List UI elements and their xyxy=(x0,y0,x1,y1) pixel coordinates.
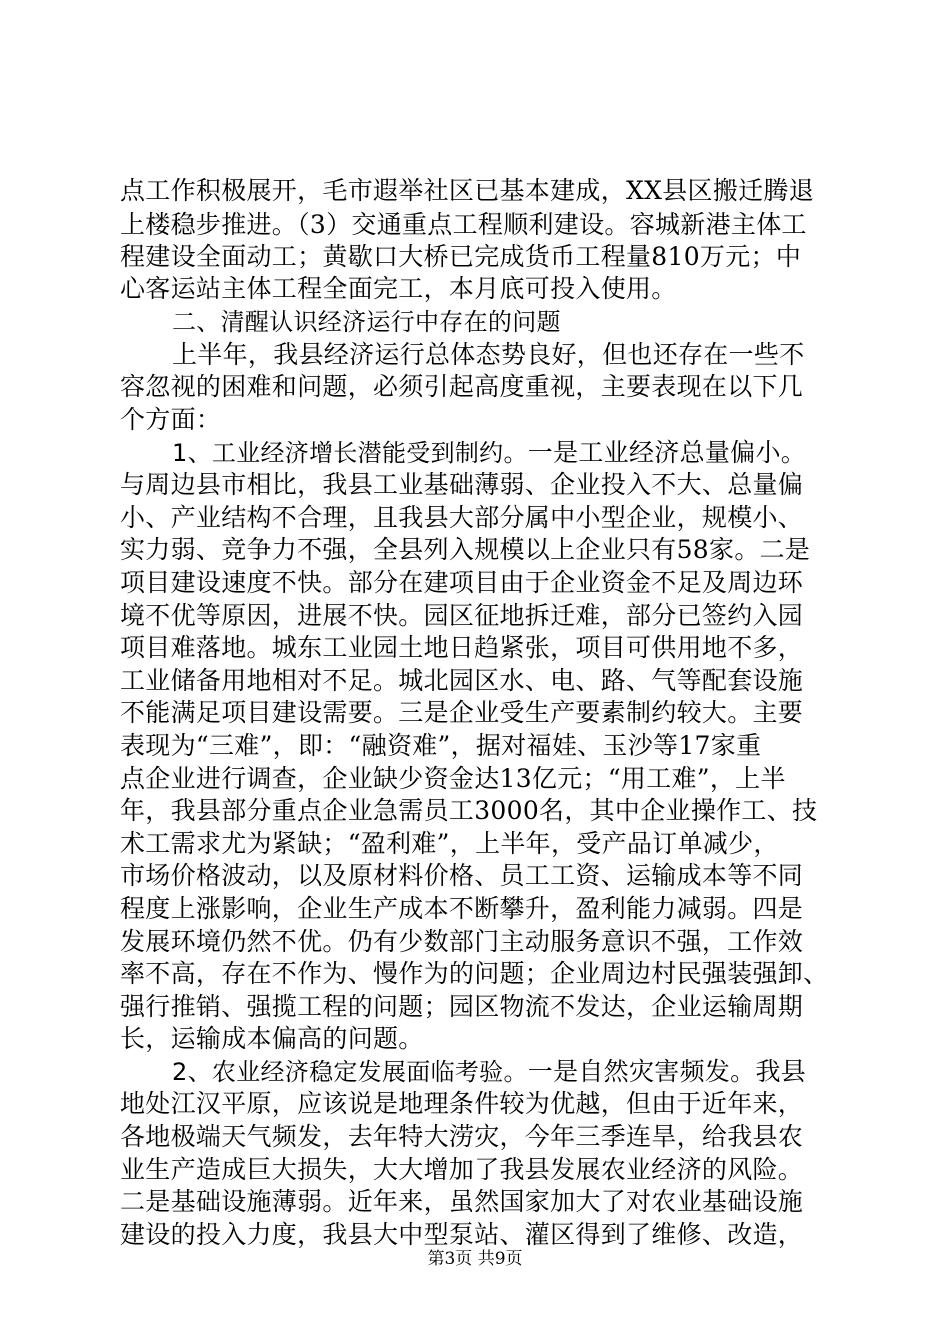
body-line: 工业储备用地相对不足。城北园区水、电、路、气等配套设施 xyxy=(120,666,804,695)
paragraph-first-line xyxy=(172,1056,832,1088)
body-line: 项目建设速度不快。部分在建项目由于企业资金不足及周边环 xyxy=(120,568,804,597)
body-line: 地处江汉平原，应该说是地理条件较为优越，但由于近年来， xyxy=(120,1089,804,1118)
paragraph-first-line: 上半年，我县经济运行总体态势良好，但也还存在一些不 xyxy=(172,340,805,369)
body-line: 小、产业结构不合理，且我县大部分属中小型企业，规模小、 xyxy=(120,503,804,532)
body-line: 项目难落地。城东工业园土地日趋紧张，项目可供用地不多， xyxy=(120,633,804,662)
body-line: 与周边县市相比，我县工业基础薄弱、企业投入不大、总量偏 xyxy=(120,470,804,499)
body-line: 市场价格波动，以及原材料价格、员工工资、运输成本等不同 xyxy=(120,861,804,890)
body-line: 个方面： xyxy=(120,405,222,434)
body-text: 一是自然灾害频发。我县 xyxy=(527,1057,807,1086)
page-footer: 第3页 共9页 xyxy=(427,1249,523,1269)
body-line: 率不高，存在不作为、慢作为的问题；企业周边村民强装强卸、 xyxy=(120,959,829,988)
subsection-title: 2、农业经济稳定发展面临考验。 xyxy=(172,1058,528,1086)
section-heading: 二、清醒认识经济运行中存在的问题 xyxy=(172,308,561,336)
body-line: 点工作积极展开，毛市遐举社区已基本建成，XX县区搬迁腾退 xyxy=(120,176,814,205)
body-line: 境不优等原因，进展不快。园区征地拆迁难，部分已签约入园 xyxy=(120,601,804,630)
body-line: 术工需求尤为紧缺；“盈利难”，上半年，受产品订单减少， xyxy=(120,829,779,858)
body-line: 建设的投入力度，我县大中型泵站、灌区得到了维修、改造， xyxy=(120,1220,804,1249)
body-line: 年，我县部分重点企业急需员工3000名，其中企业操作工、技 xyxy=(120,796,818,825)
body-line: 表现为“三难”，即：“融资难”，据对福娃、玉沙等17家重 xyxy=(120,731,762,760)
body-line: 容忽视的困难和问题，必须引起高度重视，主要表现在以下几 xyxy=(120,372,804,401)
body-line: 实力弱、竞争力不强，全县列入规模以上企业只有58家。二是 xyxy=(120,535,811,564)
body-line: 长，运输成本偏高的问题。 xyxy=(120,1024,424,1053)
subsection-title: 1、工业经济增长潜能受到制约。 xyxy=(172,439,528,467)
body-line: 点企业进行调查，企业缺少资金达13亿元；“用工难”，上半 xyxy=(120,764,786,793)
body-text: 一是工业经济总量偏小。 xyxy=(527,438,807,467)
body-line: 各地极端天气频发，去年特大涝灾，今年三季连旱，给我县农 xyxy=(120,1122,804,1151)
body-line: 发展环境仍然不优。仍有少数部门主动服务意识不强，工作效 xyxy=(120,927,804,956)
body-line: 程建设全面动工；黄歇口大桥已完成货币工程量810万元；中 xyxy=(120,242,802,271)
body-line: 程度上涨影响，企业生产成本不断攀升，盈利能力减弱。四是 xyxy=(120,894,804,923)
body-line: 心客运站主体工程全面完工，本月底可投入使用。 xyxy=(120,274,677,303)
body-line: 强行推销、强揽工程的问题；园区物流不发达，企业运输周期 xyxy=(120,992,804,1021)
paragraph-first-line xyxy=(172,437,832,469)
body-line: 业生产造成巨大损失，大大增加了我县发展农业经济的风险。 xyxy=(120,1155,804,1184)
body-line: 二是基础设施薄弱。近年来，虽然国家加大了对农业基础设施 xyxy=(120,1187,804,1216)
body-line: 上楼稳步推进。（3）交通重点工程顺利建设。容城新港主体工 xyxy=(120,210,807,239)
body-line: 不能满足项目建设需要。三是企业受生产要素制约较大。主要 xyxy=(120,698,804,727)
